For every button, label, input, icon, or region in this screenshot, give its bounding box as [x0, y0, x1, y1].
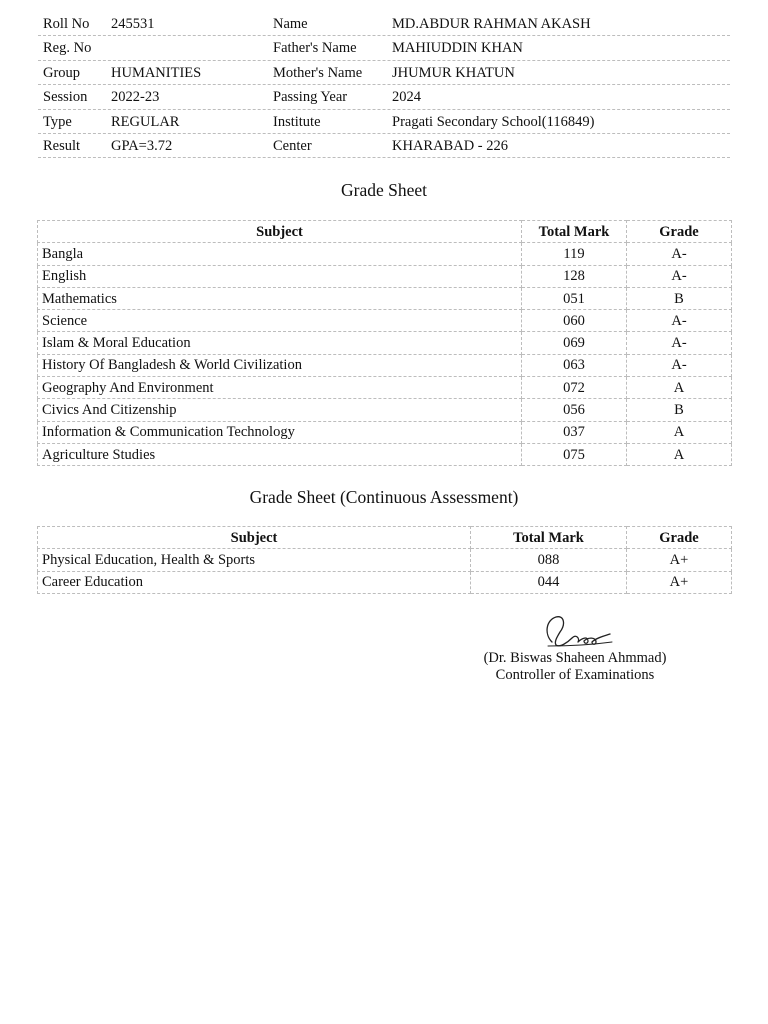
subject-cell: Agriculture Studies — [38, 443, 522, 465]
grade-cell: A- — [627, 265, 732, 287]
grade-cell: A — [627, 421, 732, 443]
table-row — [38, 377, 732, 399]
signature-icon — [530, 612, 620, 650]
subject-cell: Science — [38, 310, 522, 332]
table-row — [38, 549, 732, 571]
fathers-name-value: MAHIUDDIN KHAN — [392, 40, 523, 57]
fathers-name-label: Father's Name — [273, 40, 357, 57]
subject-cell: Bangla — [38, 243, 522, 265]
group-label: Group — [43, 64, 81, 81]
mark-cell: 069 — [522, 332, 627, 354]
continuous-assessment-header-row — [38, 527, 732, 549]
center-value: KHARABAD - 226 — [392, 137, 508, 154]
grade-cell: B — [627, 287, 732, 309]
info-row-reg — [38, 36, 730, 60]
controller-name: (Dr. Biswas Shaheen Ahmmad) — [483, 650, 667, 666]
table-row — [38, 265, 732, 287]
grade-header: Grade — [627, 221, 732, 243]
type-label: Type — [43, 113, 72, 130]
info-row-result — [38, 134, 730, 158]
grade-cell: A+ — [627, 571, 732, 593]
info-row-roll — [38, 12, 730, 36]
grade-cell: A+ — [627, 549, 732, 571]
continuous-assessment-title: Grade Sheet (Continuous Assessment) — [249, 487, 519, 507]
subject-cell: English — [38, 265, 522, 287]
grade-cell: A- — [627, 243, 732, 265]
grade-header: Grade — [627, 527, 732, 549]
controller-designation: Controller of Examinations — [495, 667, 655, 683]
name-value: MD.ABDUR RAHMAN AKASH — [392, 16, 591, 32]
mark-cell: 072 — [522, 377, 627, 399]
student-info — [38, 12, 730, 158]
mark-cell: 044 — [471, 571, 627, 593]
mark-cell: 119 — [522, 243, 627, 265]
grade-cell: A- — [627, 310, 732, 332]
info-row-type — [38, 110, 730, 134]
passing-year-label: Passing Year — [273, 89, 348, 106]
result-value: GPA=3.72 — [111, 137, 173, 154]
result-label: Result — [43, 137, 81, 154]
mark-cell: 063 — [522, 354, 627, 376]
grade-cell: A — [627, 443, 732, 465]
table-row — [38, 287, 732, 309]
name-label: Name — [273, 16, 308, 32]
grade-sheet-header-row — [38, 221, 732, 243]
mark-cell: 088 — [471, 549, 627, 571]
table-row — [38, 243, 732, 265]
subject-cell: Physical Education, Health & Sports — [38, 549, 471, 571]
center-label: Center — [273, 137, 312, 154]
subject-cell: Islam & Moral Education — [38, 332, 522, 354]
grade-sheet-table — [37, 220, 732, 466]
subject-header: Subject — [38, 527, 471, 549]
grade-cell: A- — [627, 332, 732, 354]
mark-cell: 056 — [522, 399, 627, 421]
table-row — [38, 443, 732, 465]
mark-cell: 037 — [522, 421, 627, 443]
session-value: 2022-23 — [111, 89, 160, 106]
table-row — [38, 332, 732, 354]
roll-no-label: Roll No — [43, 16, 90, 32]
grade-cell: B — [627, 399, 732, 421]
type-value: REGULAR — [111, 113, 180, 130]
grade-cell: A — [627, 377, 732, 399]
passing-year-value: 2024 — [392, 89, 421, 106]
info-row-session — [38, 85, 730, 109]
mothers-name-label: Mother's Name — [273, 64, 363, 81]
subject-cell: Geography And Environment — [38, 377, 522, 399]
info-row-group — [38, 61, 730, 85]
total-mark-header: Total Mark — [471, 527, 627, 549]
mark-cell: 128 — [522, 265, 627, 287]
total-mark-header: Total Mark — [522, 221, 627, 243]
reg-no-label: Reg. No — [43, 40, 92, 57]
grade-cell: A- — [627, 354, 732, 376]
subject-cell: Civics And Citizenship — [38, 399, 522, 421]
subject-cell: Career Education — [38, 571, 471, 593]
institute-value: Pragati Secondary School(116849) — [392, 113, 595, 130]
mark-cell: 060 — [522, 310, 627, 332]
mark-cell: 051 — [522, 287, 627, 309]
signature-block — [470, 612, 680, 684]
session-label: Session — [43, 89, 88, 106]
subject-header: Subject — [38, 221, 522, 243]
table-row — [38, 421, 732, 443]
grade-sheet-title: Grade Sheet — [340, 180, 427, 200]
mothers-name-value: JHUMUR KHATUN — [392, 64, 515, 81]
subject-cell: History Of Bangladesh & World Civilization — [38, 354, 522, 376]
institute-label: Institute — [273, 113, 321, 130]
table-row — [38, 399, 732, 421]
group-value: HUMANITIES — [111, 64, 202, 81]
table-row — [38, 354, 732, 376]
table-row — [38, 310, 732, 332]
table-row — [38, 571, 732, 593]
subject-cell: Mathematics — [38, 287, 522, 309]
roll-no-value: 245531 — [111, 16, 155, 32]
continuous-assessment-table — [37, 526, 732, 594]
mark-cell: 075 — [522, 443, 627, 465]
subject-cell: Information & Communication Technology — [38, 421, 522, 443]
